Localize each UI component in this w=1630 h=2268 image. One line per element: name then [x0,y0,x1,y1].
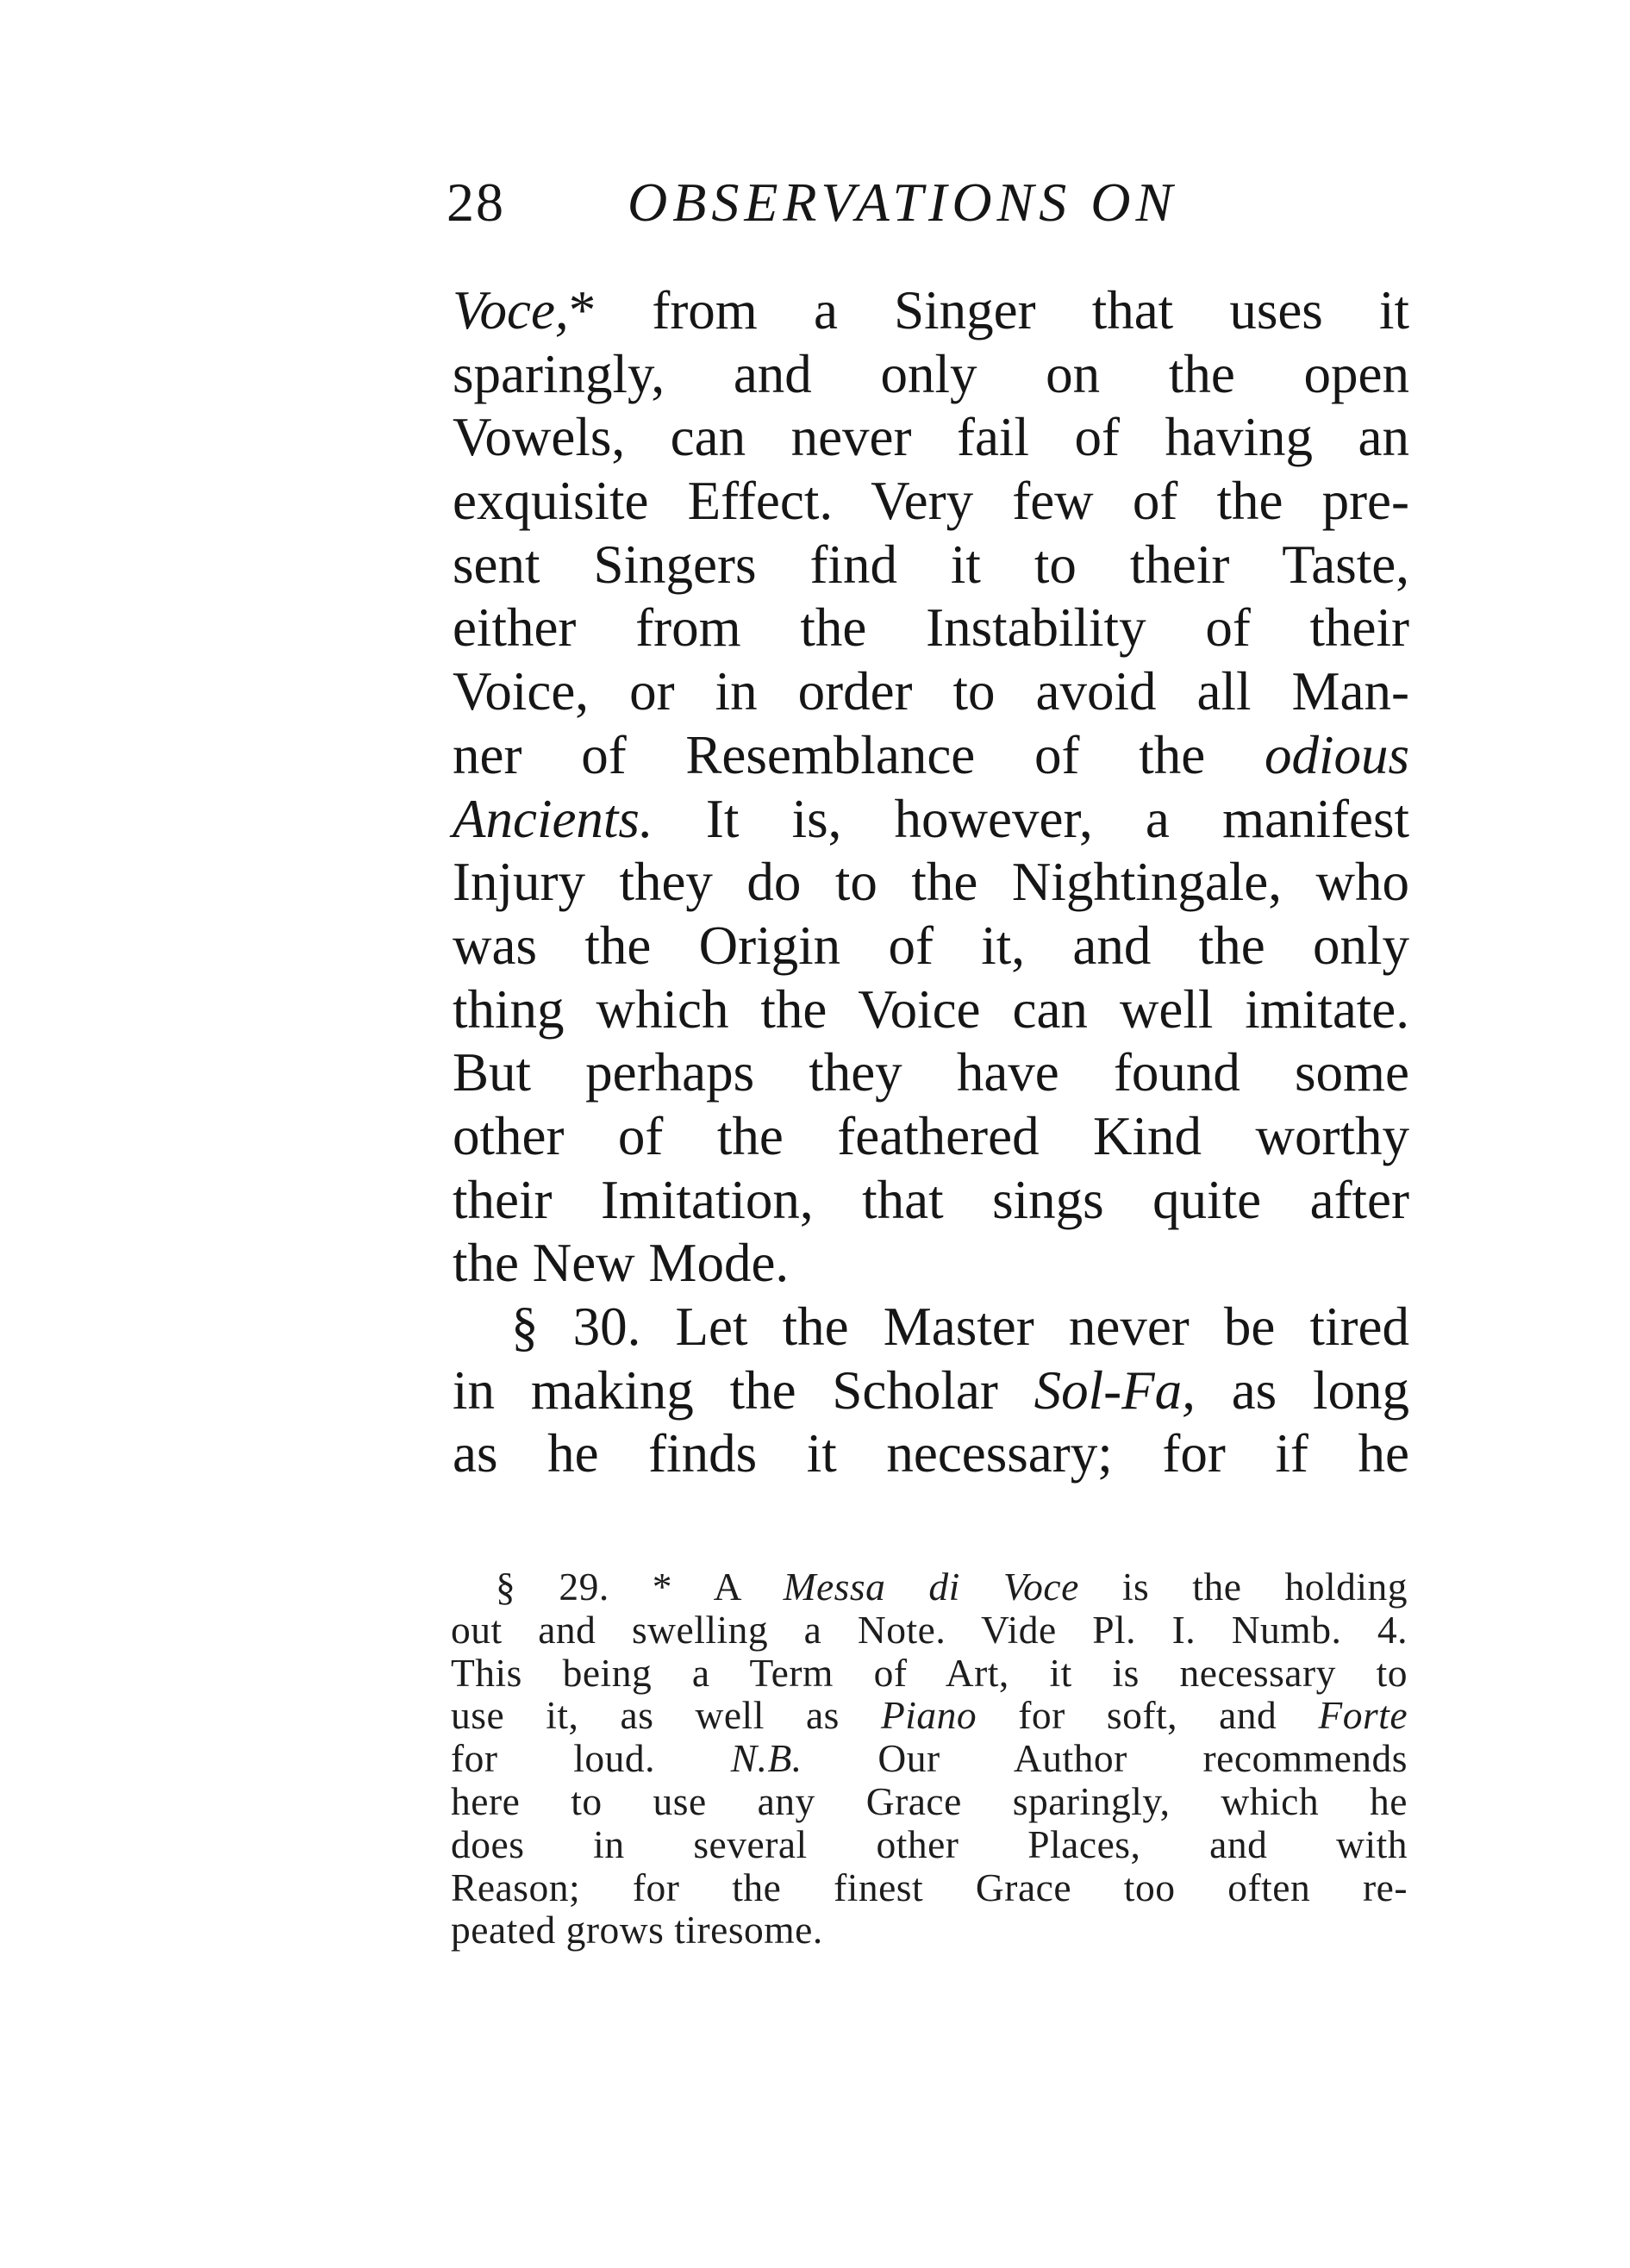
text-line: Ancients. It is, however, a manifest [453,788,1409,849]
text-line: Injury they do to the Nightingale, who [453,852,1409,913]
text-line: other of the feathered Kind worthy [453,1105,1409,1166]
text-line: ner of Resemblance of the odious [453,724,1409,785]
text-line: Voce,* from a Singer that uses it [453,280,1409,341]
text-line: their Imitation, that sings quite after [453,1169,1409,1230]
text-line: either from the Instability of their [453,597,1409,659]
footnote-line: This being a Term of Art, it is necessary to [451,1650,1408,1695]
running-head: OBSERVATIONS ON [628,172,1178,233]
text-line: as he finds it necessary; for if he [453,1423,1409,1484]
text-line: Vowels, can never fail of having an [453,407,1409,468]
text-line: sent Singers find it to their Taste, [453,534,1409,595]
footnote-line: peated grows tiresome. [451,1908,823,1952]
footnote-line: out and swelling a Note. Vide Pl. I. Numb. 4. [451,1607,1408,1652]
text-line: Voice, or in order to avoid all Man- [453,661,1409,722]
footnote-line: Reason; for the finest Grace too often re- [451,1865,1408,1909]
text-line: the New Mode. [453,1233,790,1294]
text-line: sparingly, and only on the open [453,343,1409,404]
footnote-line: § 29. * A Messa di Voce is the holding [496,1565,1408,1609]
footnote-line: does in several other Places, and with [451,1821,1408,1866]
text-line: thing which the Voice can well imitate. [453,978,1409,1040]
text-line: But perhaps they have found some [453,1042,1409,1103]
footnote-line: here to use any Grace sparingly, which he [451,1778,1408,1823]
page-number: 28 [447,172,505,233]
body-text [453,279,1409,1486]
text-line: was the Origin of it, and the only [453,915,1409,976]
page-header [447,166,1412,240]
footnote-line: for loud. N.B. Our Author recommends [451,1736,1408,1781]
text-line: in making the Scholar Sol-Fa, as long [453,1359,1409,1421]
text-line: § 30. Let the Master never be tired [511,1296,1409,1357]
footnote [451,1565,1408,1952]
footnote-line: use it, as well as Piano for soft, and Forte [451,1693,1408,1738]
text-line: exquisite Effect. Very few of the pre- [453,471,1409,532]
